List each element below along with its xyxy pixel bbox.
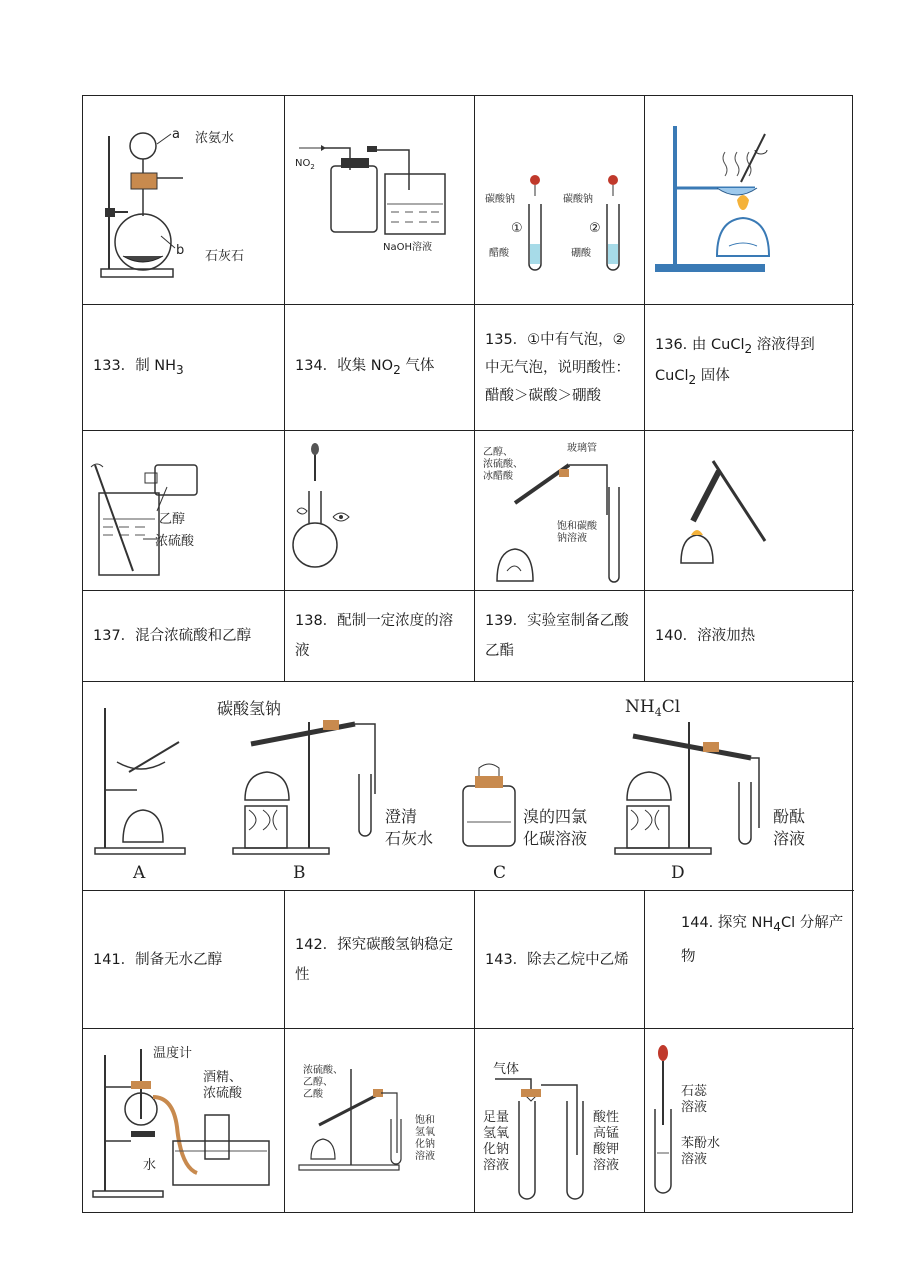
label-phenolphthalein-2: 溶液	[773, 829, 806, 848]
label-right-4: 溶液	[593, 1158, 620, 1173]
label-nh4cl: $NH_4Cl$	[625, 697, 681, 719]
figure-133	[83, 96, 285, 305]
label-litmus-1: 石蕊	[681, 1084, 708, 1099]
figure-134	[285, 96, 475, 305]
label-phenol-2: 溶液	[681, 1152, 708, 1167]
heating-diagram	[645, 431, 854, 591]
label-reagent-2: 浓硫酸、	[483, 459, 523, 470]
label-reagent-a: 浓硫酸、	[303, 1065, 343, 1076]
label-left-reagent: 碳酸钠	[485, 194, 515, 205]
caption-142: 142．探究碳酸氢钠稳定性	[285, 891, 475, 1029]
label-naoh-1: 饱	[415, 1115, 425, 1126]
label-gas: 气体	[493, 1062, 520, 1077]
figure-137	[83, 431, 285, 591]
caption-139: 139．实验室制备乙酸乙酯	[475, 591, 645, 682]
caption-134: 134．收集 $NO_2$ 气体	[285, 305, 475, 431]
label-bromine-1: 溴的四氯	[523, 807, 588, 826]
label-limestone: 石灰石	[205, 249, 245, 264]
label-sodium-bicarbonate: 碳酸氢钠	[217, 699, 282, 718]
volumetric-flask-diagram	[285, 431, 475, 591]
label-reagent-c: 乙酸	[303, 1089, 323, 1100]
combined-apparatus-diagram	[83, 682, 854, 891]
experiment-table	[82, 95, 853, 1213]
acid-comparison-diagram	[475, 96, 645, 305]
label-naoh-5: 化	[415, 1139, 425, 1150]
label-naoh-4: 氧	[425, 1127, 435, 1138]
figure-140	[645, 431, 854, 591]
caption-143: 143．除去乙烷中乙烯	[475, 891, 645, 1029]
figure-141-144	[83, 682, 854, 891]
label-reagent-b: 乙醇、	[303, 1077, 333, 1088]
label-glass-tube: 玻璃管	[567, 443, 597, 454]
label-left-2: 氢氧	[483, 1126, 510, 1141]
label-bromine-2: 化碳溶液	[523, 829, 588, 848]
ammonia-apparatus-diagram	[83, 96, 285, 305]
label-sulfuric: 浓硫酸	[203, 1086, 243, 1101]
label-litmus-2: 溶液	[681, 1100, 708, 1115]
caption-144: 144. 探究 $NH_4Cl$ 分解产物	[645, 891, 854, 1029]
label-naoh: NaOH溶液	[383, 242, 432, 253]
label-ammonia: 浓氨水	[195, 131, 235, 146]
label-phenol-1: 苯酚水	[681, 1136, 721, 1151]
label-right-reagent: 碳酸钠	[563, 194, 593, 205]
label-solution-line2: 钠溶液	[557, 533, 587, 544]
figure-148	[645, 1029, 854, 1213]
label-num-1: ①	[511, 221, 523, 236]
label-left-acid: 醋酸	[489, 248, 509, 259]
caption-133: 133．制 $NH_3$	[83, 305, 285, 431]
ethylene-prep-diagram	[83, 1029, 285, 1213]
letter-d: D	[671, 863, 685, 883]
label-limewater-2: 石灰水	[385, 829, 434, 848]
letter-a: A	[133, 863, 146, 883]
label-no2: $NO_2$	[295, 158, 315, 171]
caption-138: 138．配制一定浓度的溶液	[285, 591, 475, 682]
label-water: 水	[143, 1158, 157, 1173]
label-alcohol: 酒精、	[203, 1070, 243, 1085]
mixing-diagram	[83, 431, 285, 591]
label-right-2: 高锰	[593, 1126, 620, 1141]
figure-145	[83, 1029, 285, 1213]
caption-141: 141．制备无水乙醇	[83, 891, 285, 1029]
figure-139	[475, 431, 645, 591]
label-num-2: ②	[589, 221, 601, 236]
label-naoh-3: 氢	[415, 1127, 425, 1138]
ester-prep-diagram	[475, 431, 645, 591]
figure-136	[645, 96, 854, 305]
letter-c: C	[493, 863, 507, 883]
label-left-3: 化钠	[483, 1142, 510, 1157]
figure-138	[285, 431, 475, 591]
evaporation-diagram	[645, 96, 854, 305]
figure-147	[475, 1029, 645, 1213]
label-right-1: 酸性	[593, 1110, 620, 1125]
letter-b: B	[293, 863, 306, 883]
label-naoh-7: 溶	[415, 1151, 425, 1162]
label-solution-line1: 饱和碳酸	[557, 521, 597, 532]
litmus-diagram	[645, 1029, 854, 1213]
label-ethanol: 乙醇	[159, 512, 186, 527]
label-naoh-8: 液	[425, 1151, 435, 1162]
label-limewater-1: 澄清	[385, 807, 418, 826]
caption-135: 135．①中有气泡，②中无气泡，说明酸性：醋酸＞碳酸＞硼酸	[475, 305, 645, 431]
label-b: b	[176, 243, 185, 258]
no2-collection-diagram	[285, 96, 475, 305]
ester-hydrolysis-diagram	[285, 1029, 475, 1213]
label-right-3: 酸钾	[593, 1142, 620, 1157]
caption-136: 136. 由 CuCl$_2$ 溶液得到 CuCl$_2$ 固体	[645, 305, 854, 431]
label-left-1: 足量	[483, 1110, 510, 1125]
figure-135	[475, 96, 645, 305]
label-right-acid: 硼酸	[571, 248, 591, 259]
label-conc-sulfuric: 浓硫酸	[155, 534, 195, 549]
label-naoh-6: 钠	[425, 1139, 435, 1150]
label-reagent-3: 冰醋酸	[483, 471, 513, 482]
label-phenolphthalein-1: 酚酞	[773, 807, 806, 826]
caption-137: 137．混合浓硫酸和乙醇	[83, 591, 285, 682]
label-thermometer: 温度计	[153, 1046, 193, 1061]
label-naoh-2: 和	[425, 1115, 435, 1126]
label-left-4: 溶液	[483, 1158, 510, 1173]
label-reagent-1: 乙醇、	[483, 447, 513, 458]
caption-140: 140．溶液加热	[645, 591, 854, 682]
figure-146	[285, 1029, 475, 1213]
label-a: a	[172, 127, 180, 142]
gas-purification-diagram	[475, 1029, 645, 1213]
